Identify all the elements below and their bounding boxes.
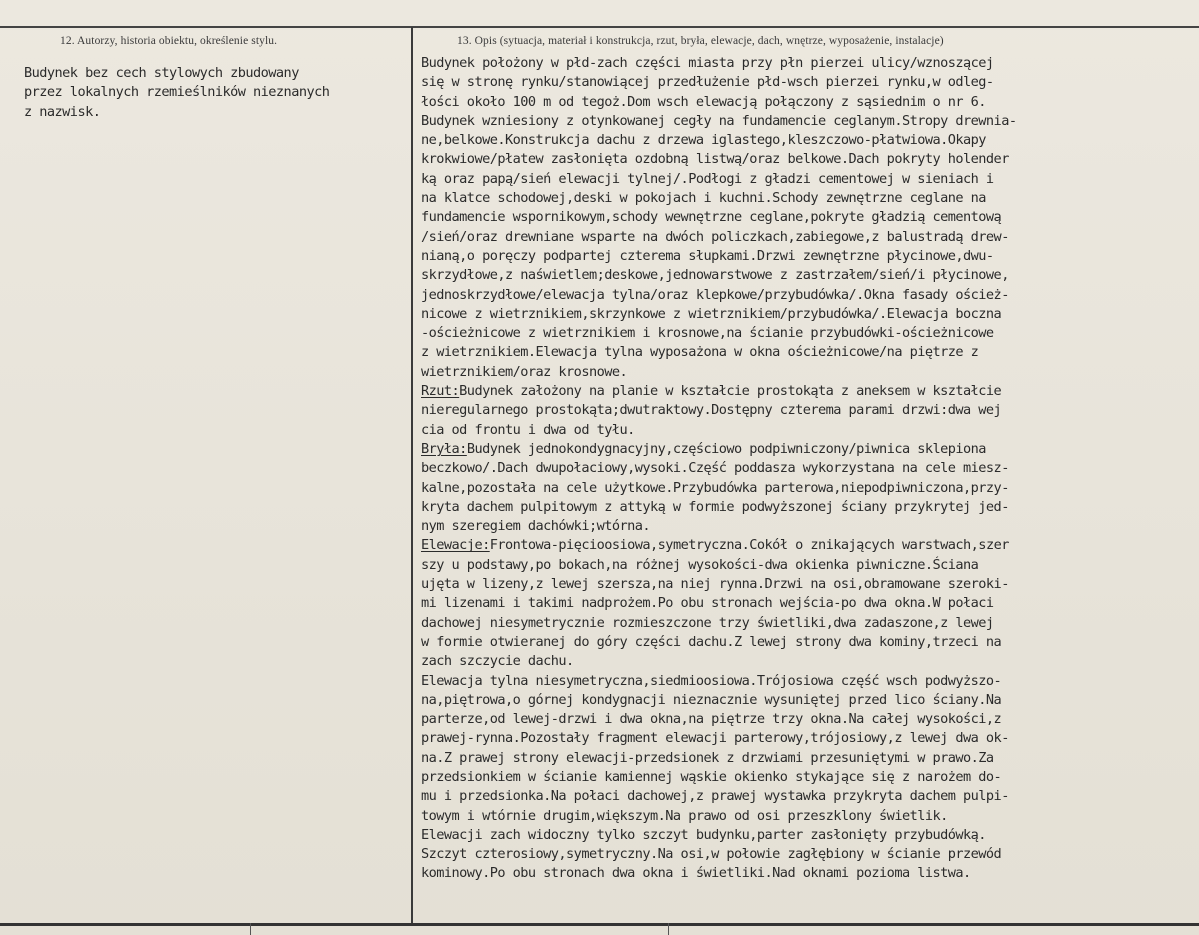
line-text: w formie otwieranej do góry części dachu.Z lewej strony dwa kominy,trzeci na xyxy=(421,633,1002,650)
line-text: wietrznikiem/oraz krosnowe. xyxy=(421,363,628,380)
text-line xyxy=(421,73,1196,92)
text-line xyxy=(421,208,1196,227)
text-line xyxy=(421,498,1196,517)
line-text: Elewacja tylna niesymetryczna,siedmioosiowa.Trójosiowa część wsch podwyższo- xyxy=(421,672,1002,689)
text-line xyxy=(421,826,1196,845)
text-line xyxy=(421,710,1196,729)
line-text: przedsionkiem w ścianie kamiennej wąskie okienko stykające się z narożem do- xyxy=(421,768,1002,785)
text-line xyxy=(421,556,1196,575)
text-line xyxy=(421,150,1196,169)
text-line xyxy=(421,305,1196,324)
bottom-rule xyxy=(0,923,1199,926)
text-line xyxy=(421,845,1196,864)
line-text: fundamencie wspornikowym,schody wewnętrzne ceglane,pokryte gładzią cementową xyxy=(421,209,1002,226)
line-text: na.Z prawej strony elewacji-przedsionek z drzwiami przesuniętymi w prawo.Za xyxy=(421,749,994,766)
line-text: /sień/oraz drewniane wsparte na dwóch policzkach,zabiegowe,z balustradą drew- xyxy=(421,228,1009,245)
line-text: na,piętrowa,o górnej kondygnacji nieznacznie wysuniętej przed lico ściany.Na xyxy=(421,691,1002,708)
text-line xyxy=(421,749,1196,768)
line-text: -ościeżnicowe z wietrznikiem i krosnowe,na ścianie przybudówki-ościeżnicowe xyxy=(421,325,994,342)
text-line xyxy=(421,691,1196,710)
line-text: nieregularnego prostokąta;dwutraktowy.Dostępny czterema parami drzwi:dwa wej xyxy=(421,402,1002,419)
text-line xyxy=(421,479,1196,498)
line-text: nianą,o poręczy podpartej czterema słupkami.Drzwi zewnętrzne płycinowe,dwu- xyxy=(421,247,994,264)
line-text: z wietrznikiem.Elewacja tylna wyposażona w okna ościeżnicowe/na piętrze z xyxy=(421,344,979,361)
text-line xyxy=(421,672,1196,691)
text-line xyxy=(421,112,1196,131)
text-line xyxy=(421,382,1196,401)
text-line xyxy=(421,93,1196,112)
line-text: ką oraz papą/sień elewacji tylnej/.Podłogi z gładzi cementowej w sieniach i xyxy=(421,170,994,187)
line-text: się w stronę rynku/stanowiącej przedłużenie płd-wsch pierzei rynku,w odleg- xyxy=(421,74,994,91)
text-line xyxy=(421,787,1196,806)
description-text xyxy=(421,54,1196,884)
text-line xyxy=(421,575,1196,594)
line-text: beczkowo/.Dach dwupołaciowy,wysoki.Część poddasza wykorzystana na cele miesz- xyxy=(421,460,1009,477)
line-text: na klatce schodowej,deski w pokojach i kuchni.Schody zewnętrzne ceglane na xyxy=(421,190,986,207)
text-line xyxy=(421,864,1196,883)
text-line xyxy=(421,401,1196,420)
text-line xyxy=(421,729,1196,748)
text-line xyxy=(421,343,1196,362)
text-line xyxy=(421,131,1196,150)
text-line xyxy=(421,286,1196,305)
text-line xyxy=(421,652,1196,671)
text-line xyxy=(421,54,1196,73)
line-text: kominowy.Po obu stronach dwa okna i świetliki.Nad oknami pozioma listwa. xyxy=(421,865,971,882)
top-rule xyxy=(0,26,1199,28)
text-line xyxy=(421,459,1196,478)
line-text: ujęta w lizeny,z lewej szersza,na niej rynna.Drzwi na osi,obramowane szeroki- xyxy=(421,576,1009,593)
text-line: z nazwisk. xyxy=(24,103,101,120)
line-text: Budynek wzniesiony z otynkowanej cegły na fundamencie ceglanym.Stropy drewnia- xyxy=(421,112,1017,129)
text-line xyxy=(421,228,1196,247)
line-text: kalne,pozostała na cele użytkowe.Przybudówka parterowa,niepodpiwniczona,przy- xyxy=(421,479,1009,496)
line-text: prawej-rynna.Pozostały fragment elewacji parterowy,trójosiowy,z lewej dwa ok- xyxy=(421,730,1009,747)
line-text: skrzydłowe,z naświetlem;deskowe,jednowarstwowe z zastrzałem/sień/i płycinowe, xyxy=(421,267,1009,284)
text-line xyxy=(421,363,1196,382)
section-label: Bryła: xyxy=(421,440,467,457)
text-line xyxy=(421,633,1196,652)
line-text: Frontowa-pięcioosiowa,symetryczna.Cokół o znikających warstwach,szer xyxy=(489,537,1009,554)
line-text: mi lizenami i takimi nadprożem.Po obu stronach wejścia-po dwa okna.W połaci xyxy=(421,595,994,612)
text-line xyxy=(421,440,1196,459)
text-line xyxy=(421,614,1196,633)
line-text: Budynek założony na planie w kształcie prostokąta z aneksem w kształcie xyxy=(459,383,1002,400)
line-text: zach szczycie dachu. xyxy=(421,653,574,670)
line-text: nym szeregiem dachówki;wtórna. xyxy=(421,518,651,535)
line-text: Budynek jednokondygnacyjny,częściowo podpiwniczony/piwnica sklepiona xyxy=(466,440,986,457)
line-text: Elewacji zach widoczny tylko szczyt budynku,parter zasłonięty przybudówką. xyxy=(421,826,986,843)
text-line xyxy=(421,247,1196,266)
text-line xyxy=(421,324,1196,343)
line-text: parterze,od lewej-drzwi i dwa okna,na piętrze trzy okna.Na całej wysokości,z xyxy=(421,711,1002,728)
text-line xyxy=(421,189,1196,208)
line-text: łości około 100 m od tegoż.Dom wsch elewacją połączony z sąsiednim o nr 6. xyxy=(421,93,986,110)
text-line xyxy=(421,536,1196,555)
line-text: jednoskrzydłowe/elewacja tylna/oraz klepkowe/przybudówka/.Okna fasady oścież- xyxy=(421,286,1009,303)
section-label: Elewacje: xyxy=(421,537,490,554)
line-text: cia od frontu i dwa od tyłu. xyxy=(421,421,635,438)
line-text: kryta dachem pulpitowym z attyką w formie podwyższonej ściany przykrytej jed- xyxy=(421,498,1009,515)
text-line xyxy=(421,517,1196,536)
text-line: przez lokalnych rzemieślników nieznanych xyxy=(24,84,330,101)
line-text: mu i przedsionka.Na połaci dachowej,z prawej wystawka przykryta dachem pulpi- xyxy=(421,788,1009,805)
text-line: Budynek bez cech stylowych zbudowany xyxy=(24,65,299,81)
text-line xyxy=(421,170,1196,189)
bottom-tick xyxy=(250,923,251,935)
section-12-header: 12. Autorzy, historia obiektu, określenie stylu. xyxy=(60,35,278,47)
bottom-tick xyxy=(668,923,669,935)
line-text: krokwiowe/płatew zasłonięta ozdobną listwą/oraz belkowe.Dach pokryty holender xyxy=(421,151,1009,168)
text-line xyxy=(421,768,1196,787)
line-text: nicowe z wietrznikiem,skrzynkowe z wietrznikiem/przybudówka/.Elewacja boczna xyxy=(421,305,1002,322)
text-line xyxy=(421,266,1196,285)
authors-history-text xyxy=(24,64,329,122)
section-label: Rzut: xyxy=(421,383,460,400)
line-text: Budynek położony w płd-zach części miasta przy płn pierzei ulicy/wznoszącej xyxy=(421,55,994,71)
section-13-header: 13. Opis (sytuacja, materiał i konstrukcja, rzut, bryła, elewacje, dach, wnętrze, wyposażenie, instalacje) xyxy=(457,35,944,47)
line-text: towym i wtórnie drugim,większym.Na prawo od osi przeszklony świetlik. xyxy=(421,807,948,824)
line-text: szy u podstawy,po bokach,na różnej wysokości-dwa okienka piwniczne.Ściana xyxy=(421,556,979,573)
text-line xyxy=(421,807,1196,826)
text-line xyxy=(421,421,1196,440)
line-text: ne,belkowe.Konstrukcja dachu z drzewa iglastego,kleszczowo-płatwiowa.Okapy xyxy=(421,132,986,149)
line-text: Szczyt czterosiowy,symetryczny.Na osi,w połowie zagłębiony w ścianie przewód xyxy=(421,846,1002,863)
text-line xyxy=(421,594,1196,613)
line-text: dachowej niesymetrycznie rozmieszczone trzy świetliki,dwa zadaszone,z lewej xyxy=(421,614,994,631)
column-divider xyxy=(411,27,413,924)
